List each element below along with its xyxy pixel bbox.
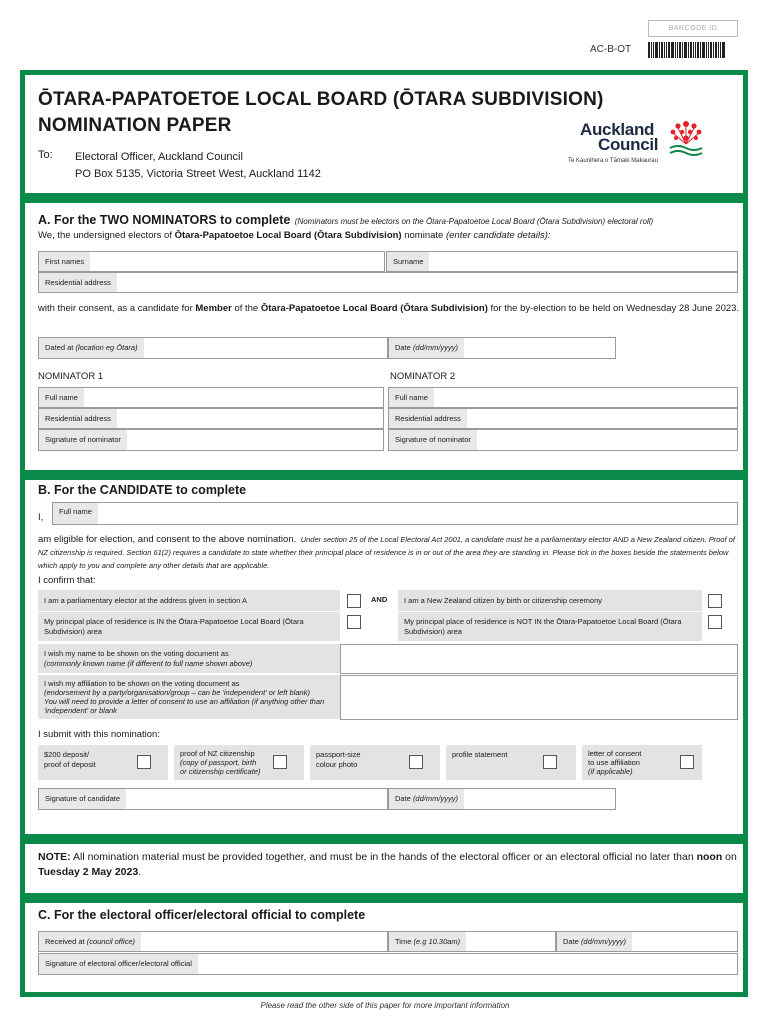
signature-label: Signature of nominator (389, 430, 477, 450)
section-a-intro: We, the undersigned electors of Ōtara-Papatoetoe Local Board (Ōtara Subdivision) nominate (enter candidate details): (38, 230, 551, 241)
barcode-bar (708, 42, 709, 58)
officer-signature-label: Signature of electoral officer/electoral official (39, 954, 198, 974)
to-label: To: (38, 149, 53, 161)
full-name-label: Full name (53, 503, 98, 524)
barcode-bar (651, 42, 652, 58)
barcode-bar (688, 42, 689, 58)
barcode-bar (713, 42, 714, 58)
residence-not-in-area-checkbox[interactable] (708, 615, 722, 629)
residential-address-label: Residential address (39, 409, 117, 428)
citizen-statement-cell: I am a New Zealand citizen by birth or citizenship ceremony (398, 590, 702, 612)
divider-band (20, 893, 748, 903)
submit-heading: I submit with this nomination: (38, 729, 160, 740)
barcode-bar (706, 42, 707, 58)
candidate-date-field[interactable] (388, 788, 616, 810)
citizenship-proof-cell: proof of NZ citizenship (copy of passport, birth or citizenship certificate) (174, 745, 304, 781)
candidate-address-field[interactable] (38, 272, 738, 293)
recipient-address: Electoral Officer, Auckland Council PO Box 5135, Victoria Street West, Auckland 1142 (75, 151, 321, 180)
barcode-bar (690, 42, 692, 58)
profile-statement-checkbox[interactable] (543, 755, 557, 769)
residential-address-label: Residential address (389, 409, 467, 428)
affiliation-letter-cell: letter of consent to use affiliation (if applicable) (582, 745, 702, 781)
barcode-bar (661, 42, 663, 58)
barcode-bar (718, 42, 719, 58)
deadline-note: NOTE: All nomination material must be provided together, and must be in the hands of the electoral officer or an electoral official no later than noon on Tuesday 2 May 2023. (38, 851, 737, 878)
nominator-2-address-field[interactable] (388, 408, 738, 429)
barcode-bar (677, 42, 678, 58)
nominator-2-heading: NOMINATOR 2 (390, 371, 456, 382)
citizenship-proof-checkbox[interactable] (273, 755, 287, 769)
affiliation-field[interactable] (340, 675, 738, 720)
dated-at-label: Dated at (location eg Ōtara) (39, 338, 144, 358)
barcode-bar (710, 42, 712, 58)
deposit-checkbox[interactable] (137, 755, 151, 769)
barcode-bar (679, 42, 681, 58)
received-at-label: Received at (council office) (39, 932, 141, 951)
voting-name-field[interactable] (340, 644, 738, 674)
confirm-heading: I confirm that: (38, 575, 96, 586)
nominator-1-address-field[interactable] (38, 408, 384, 429)
i-label: I, (38, 512, 44, 523)
section-a-title: A. For the TWO NOMINATORS to complete (Nominators must be electors on the Ōtara-Papatoetoe Local Board (Ōtara Subdivision) electoral roll) (38, 213, 654, 227)
barcode-bar (655, 42, 658, 58)
residential-address-label: Residential address (39, 273, 117, 292)
received-at-field[interactable] (38, 931, 388, 952)
residence-not-in-area-cell: My principal place of residence is NOT IN the Ōtara-Papatoetoe Local Board (Ōtara Subdivision) area (398, 612, 702, 642)
eligibility-statement: am eligible for election, and consent to the above nomination. Under section 25 of the Local Electoral Act 2001, a candidate must be a parliamentary elector AND a New Zealand citizen. Proof of NZ citizenship is required. Section 61(2) requires a candidate to state whether their principal place of residence is in or out of the area they are standing in. Please tick in the boxes beside the statements below which apply to you and complete any other details that are applicable. (38, 534, 735, 570)
barcode-bar (695, 42, 696, 58)
candidate-full-name-field[interactable] (52, 502, 738, 525)
barcode-bar (715, 42, 717, 58)
nominator-1-full-name-field[interactable] (38, 387, 384, 408)
profile-statement-cell: profile statement (446, 745, 576, 781)
candidate-first-names-field[interactable] (38, 251, 385, 272)
barcode-bar (684, 42, 687, 58)
residence-in-area-checkbox[interactable] (347, 615, 361, 629)
candidate-surname-field[interactable] (386, 251, 738, 272)
candidate-signature-field[interactable] (38, 788, 388, 810)
nominator-1-heading: NOMINATOR 1 (38, 371, 104, 382)
surname-label: Surname (387, 252, 429, 271)
barcode-bar (722, 42, 725, 58)
time-label: Time (e.g 10.30am) (389, 932, 466, 951)
elector-checkbox[interactable] (347, 594, 361, 608)
footer-note: Please read the other side of this paper for more important information (260, 1001, 510, 1010)
nominator-2-full-name-field[interactable] (388, 387, 738, 408)
dated-at-field[interactable] (38, 337, 388, 359)
section-b-title: B. For the CANDIDATE to complete (38, 483, 247, 497)
received-date-field[interactable] (556, 931, 738, 952)
full-name-label: Full name (389, 388, 434, 407)
affiliation-cell: I wish my affiliation to be shown on the voting document as (endorsement by a party/organisation/group – can be 'independent' or left blank) You will need to provide a letter of consent to use an affiliation (if anything other than 'independent' or blank (38, 675, 340, 720)
deposit-cell: $200 deposit/ proof of deposit (38, 745, 168, 781)
barcode-bar (697, 42, 699, 58)
barcode-bar (666, 42, 667, 58)
form-code: AC-B-OT (590, 44, 632, 55)
barcode-bar (653, 42, 654, 58)
pohutukawa-icon (664, 118, 708, 158)
barcode-bar (664, 42, 665, 58)
photo-checkbox[interactable] (409, 755, 423, 769)
and-label: AND (371, 595, 388, 604)
candidate-signature-label: Signature of candidate (39, 789, 126, 809)
barcode-bar (700, 42, 701, 58)
divider-band (20, 193, 748, 203)
barcode-bar (671, 42, 674, 58)
section-c-title: C. For the electoral officer/electoral official to complete (38, 908, 366, 922)
barcode-bar (659, 42, 660, 58)
citizen-checkbox[interactable] (708, 594, 722, 608)
consent-text: with their consent, as a candidate for Member of the Ōtara-Papatoetoe Local Board (Ōtara Subdivision) for the by-election to be held on Wednesday 28 June 2023. (38, 303, 740, 314)
barcode-bar (720, 42, 721, 58)
received-time-field[interactable] (388, 931, 556, 952)
nominator-1-signature-field[interactable] (38, 429, 384, 451)
barcode-bar (693, 42, 694, 58)
officer-signature-field[interactable] (38, 953, 738, 975)
affiliation-letter-checkbox[interactable] (680, 755, 694, 769)
barcode-bar (648, 42, 650, 58)
auckland-council-logo: Auckland Council Te Kaunihera o Tāmaki Makaurau (568, 118, 718, 174)
barcode-bar (668, 42, 670, 58)
first-names-label: First names (39, 252, 90, 271)
barcode-id-box: BARCODE ID (648, 20, 738, 37)
date-label: Date (dd/mm/yyyy) (557, 932, 632, 951)
elector-statement-cell: I am a parliamentary elector at the address given in section A (38, 590, 340, 612)
barcode-bar (675, 42, 676, 58)
divider-band (20, 470, 748, 480)
barcode-bar (702, 42, 705, 58)
barcode-bar (682, 42, 683, 58)
nomination-date-field[interactable] (388, 337, 616, 359)
full-name-label: Full name (39, 388, 84, 407)
page-title: ŌTARA-PAPATOETOE LOCAL BOARD (ŌTARA SUBDIVISION) NOMINATION PAPER (38, 89, 604, 136)
barcode-image (648, 42, 740, 58)
voting-name-cell: I wish my name to be shown on the voting document as (commonly known name (if different to full name shown above) (38, 644, 340, 674)
date-label: Date (dd/mm/yyyy) (389, 338, 464, 358)
residence-in-area-cell: My principal place of residence is IN the Ōtara-Papatoetoe Local Board (Ōtara Subdivision) area (38, 612, 340, 642)
signature-label: Signature of nominator (39, 430, 127, 450)
photo-cell: passport-size colour photo (310, 745, 440, 781)
divider-band (20, 834, 748, 844)
date-label: Date (dd/mm/yyyy) (389, 789, 464, 809)
nominator-2-signature-field[interactable] (388, 429, 738, 451)
